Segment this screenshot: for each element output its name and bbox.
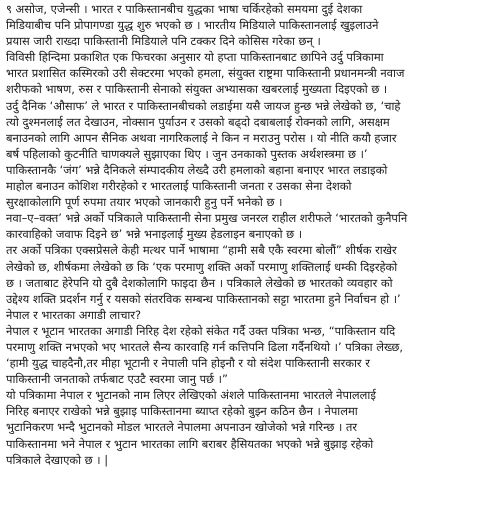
article-line: सुरक्षाकोलागि पूर्ण रुपमा तयार भएको जानकारी हुनु पर्ने भनेको छ ।: [6, 195, 283, 210]
article-line: पाकिस्तानमा भने नेपाल र भुटान भारतका लागि बराबर हैसियतका भएको भन्ने बुझाइ रहेको: [6, 436, 374, 451]
section-heading: नेपाल र भारतका अगाडी लाचार?: [6, 307, 142, 322]
article-line: लेखेको छ, शीर्षकमा लेखेको छ कि ‘एक परमाणु शक्ति अर्को परमाणु शक्तिलाई धम्की दिइरहेको: [6, 259, 398, 274]
article-line: नवा–ए–वक्त’ भन्ने अर्को पत्रिकाले पाकिस्तानी सेना प्रमुख जनरल राहील शरीफले ‘भारतको कुनैपनि: [6, 211, 408, 226]
article-line: पाकिस्तानी जनताको तर्फबाट एउटै स्वरमा जानु पर्छ ।”: [6, 372, 228, 387]
article-line: ‘हामी युद्ध चाहदैनौ,तर मीहा भूटानी र नेपाली पनि होइनौ र यो संदेश पाकिस्तानी सरकार र: [6, 356, 370, 371]
article-line: शरीफको भाषण, रुस र पाकिस्तानी सेनाको संयुक्त अभ्यासका खबरलाई मुख्यता दिइएको छ ।: [6, 82, 388, 97]
article-line: उर्दु दैनिक ‘औसाफ’ ले भारत र पाकिस्तानबीचको लडाईमा यसै जायज हुन्छ भन्ने लेखेको छ, ‘चाहे: [6, 98, 401, 113]
article-line: परमाणु शक्ति नभएको भए भारतले सैन्य कारवाहि गर्न कत्तिपनि ढिला गर्दैनथियो ।’ पत्रिका लेख्छ,: [6, 339, 403, 354]
article-line: प्रयास जारी राख्दा पाकिस्तानी मिडियाले पनि टक्कर दिने कोसिस गरेका छन् ।: [6, 34, 321, 49]
article-line: पत्रिकाले देखाएको छ । |: [6, 452, 109, 467]
article-line: भारत प्रशासित कस्मिरको उरी सेक्टरमा भएको हमला, संयुक्त राष्ट्रमा पाकिस्तानी प्रधानमन्त्री नवाज: [6, 66, 405, 81]
article-line: मिडियाबीच पनि प्रोपागण्डा युद्ध शुरु भएको छ । भारतीय मिडियाले पाकिस्तानलाई खुइलाउने: [6, 18, 379, 33]
article-line: कारवाहिको जवाफ दिइने छ’ भन्ने भनाइलाई मुख्य हेडलाइन बनाएको छ ।: [6, 227, 303, 242]
article-line: त्यो दुश्मनलाई लत देखाउन, नोक्सान पुर्याउन र उसको बढ्दो दबाबलाई रोक्नको लागि, असक्षम: [6, 114, 390, 129]
article-body: [6, 1, 488, 524]
article-line: निरिह बनाएर राखेको भन्ने बुझाइ पाकिस्तानमा ब्याप्त रहेको बुझ्न कठिन छैन । नेपालमा: [6, 404, 358, 419]
article-line: पाकिस्तानकै ‘जंग’ भन्ने दैनिकले संम्पादकीय लेख्दै उरी हमलाको बहाना बनाएर भारत लडाइको: [6, 162, 388, 177]
article-line: बनाउनको लागि आपन सैनिक अथवा नागरिकलाई ने किन न मराउनु परोस । यो नीति कयौ हजार: [6, 130, 397, 145]
article-line: यो पत्रिकामा नेपाल र भुटानको नाम लिएर लेखिएको अंशले पाकिस्तानमा भारतले नेपाललाई: [6, 388, 376, 403]
article-line: उद्देश्य शक्ति प्रदर्शन गर्नु र यसको संतरविक सम्बन्ध पाकिस्तानको सट्टा भारतमा हुने निर्वाचन हो ।’: [6, 291, 401, 306]
article-line: ९ असोज, एजेन्सी । भारत र पाकिस्तानबीच युद्धका भाषा चर्किरहेको समयमा दुई देशका: [6, 2, 363, 16]
article-line: तर अर्को पत्रिका एक्सप्रेसले केही मत्थर पार्ने भाषामा “हामी सबै एकै स्वरमा बोलौं” शीर्षक राखेर: [6, 243, 397, 258]
article-line: बर्ष पहिलाको कुटनीति चाणक्यले सुझाएका थिए । जुन उनकाको पुस्तक अर्थशस्त्रमा छ ।’: [6, 146, 368, 161]
article-line: माहोल बनाउन कोशिश गरीरहेको र भारतलाई पाकिस्तानी जनता र उसका सेना देशको: [6, 179, 352, 194]
article-line: नेपाल र भूटान भारतका अगाडी निरिह देश रहेको संकेत गर्दै उक्त पत्रिका भन्छ, “पाकिस्तान यदि: [6, 323, 396, 338]
article-line: छ । जताबाट हेरेपनि यो दुबै देशकोलागि फाइदा छैन । पत्रिकाले लेखेको छ भारतको व्यवहार को: [6, 275, 393, 290]
article-line: भुटानिकरण भन्दै भुटानको मोडल भारतले नेपालमा अपनाउन खोजेको भन्ने गरिन्छ । तर: [6, 420, 358, 435]
article-line: विविसी हिन्दिमा प्रकाशित एक फिचरका अनुसार यो हप्ता पाकिस्तानबाट छापिने उर्दु पत्रिकामा: [6, 50, 384, 65]
